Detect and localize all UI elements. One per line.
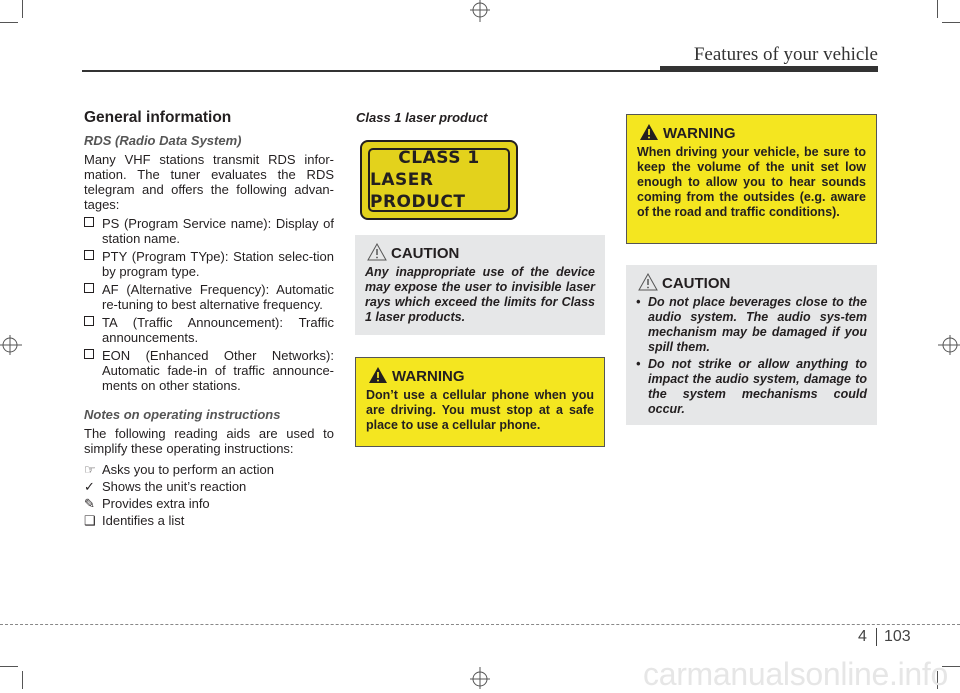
crop-mark (937, 0, 938, 18)
class1-heading: Class 1 laser product (356, 110, 488, 125)
caution-title: CAUTION (662, 275, 867, 292)
footer-rule (0, 624, 960, 625)
checkmark-icon: ✓ (84, 479, 95, 494)
crop-mark (0, 22, 18, 23)
watermark: carmanualsonline.info (643, 656, 948, 692)
label-line1: CLASS 1 (398, 148, 480, 168)
section-title: Features of your vehicle (693, 44, 878, 65)
list-item: TA (Traffic Announcement): Traffic announcements. (84, 315, 334, 345)
notes-heading: Notes on operating instructions (84, 407, 281, 422)
caution-laser-text: Any inappropriate use of the device may expose the user to invisible laser rays which exceed the limits for Class 1 laser products. (365, 265, 595, 324)
warning-triangle-icon (368, 366, 388, 384)
crop-mark (22, 0, 23, 18)
list-item: EON (Enhanced Other Networks): Automatic fade-in of traffic announce-ments on other stations. (84, 348, 334, 393)
reading-aid-list: ❑ Identifies a list (84, 513, 185, 528)
registration-mark-bottom (468, 667, 492, 689)
crop-mark (942, 22, 960, 23)
chapter-number: 4 (858, 628, 867, 645)
caution-title: CAUTION (391, 245, 595, 262)
caution-bullet: • Do not strike or allow anything to impact the audio system, damage to the system mechanisms could occur. (636, 357, 867, 416)
checkbox-icon (84, 250, 94, 260)
warning-title: WARNING (663, 125, 866, 142)
warning-triangle-icon (639, 123, 659, 141)
reading-aid-reaction: ✓ Shows the unit’s reaction (84, 479, 247, 494)
warning-title: WARNING (392, 368, 594, 385)
caution-bullet: • Do not place beverages close to the audio system. The audio sys-tem mechanism may be damaged if you spill them. (636, 295, 867, 354)
pencil-icon: ✎ (84, 496, 95, 511)
checkbox-icon (84, 349, 94, 359)
warning-volume-box (626, 114, 877, 244)
notes-intro: The following reading aids are used to simplify these operating instructions: (84, 426, 334, 456)
list-item: PS (Program Service name): Display of station name. (84, 216, 334, 246)
warning-volume-text: When driving your vehicle, be sure to keep the volume of the unit set low enough to allow you to hear sounds coming from the outsides (e.g. aware of the road and traffic conditions). (637, 145, 866, 219)
registration-mark-left (0, 333, 22, 357)
warning-triangle-outline-icon (367, 243, 387, 261)
warning-triangle-outline-icon (638, 273, 658, 291)
general-information-column (84, 110, 334, 530)
checkbox-icon: ❑ (84, 513, 96, 528)
crop-mark (0, 666, 18, 667)
caution-laser-box (355, 235, 605, 335)
reading-aid-info: ✎ Provides extra info (84, 496, 210, 511)
list-item: PTY (Program TYpe): Station selec-tion by program type. (84, 249, 334, 279)
crop-mark (22, 671, 23, 689)
hand-pointer-icon: ☞ (84, 462, 96, 477)
page-separator (876, 628, 877, 646)
rds-heading: RDS (Radio Data System) (84, 133, 242, 148)
warning-phone-box (355, 357, 605, 447)
checkbox-icon (84, 316, 94, 326)
registration-mark-right (938, 333, 960, 357)
rds-intro: Many VHF stations transmit RDS infor-mation. The tuner evaluates the RDS telegram and offers the following advan-tages: (84, 152, 334, 212)
warning-phone-text: Don’t use a cellular phone when you are driving. You must stop at a safe place to use a cellular phone. (366, 388, 594, 432)
list-item: AF (Alternative Frequency): Automatic re-tuning to best alternative frequency. (84, 282, 334, 312)
checkbox-icon (84, 217, 94, 227)
general-information-heading: General information (84, 109, 232, 126)
page-number: 103 (884, 628, 911, 645)
header-bar (660, 66, 878, 72)
header-rule (82, 70, 660, 72)
registration-mark-top (468, 0, 492, 22)
label-line2: LASER PRODUCT (370, 170, 466, 212)
caution-audio-box (626, 265, 877, 425)
reading-aid-action: ☞ Asks you to perform an action (84, 462, 274, 477)
class1-laser-label (360, 140, 518, 220)
checkbox-icon (84, 283, 94, 293)
